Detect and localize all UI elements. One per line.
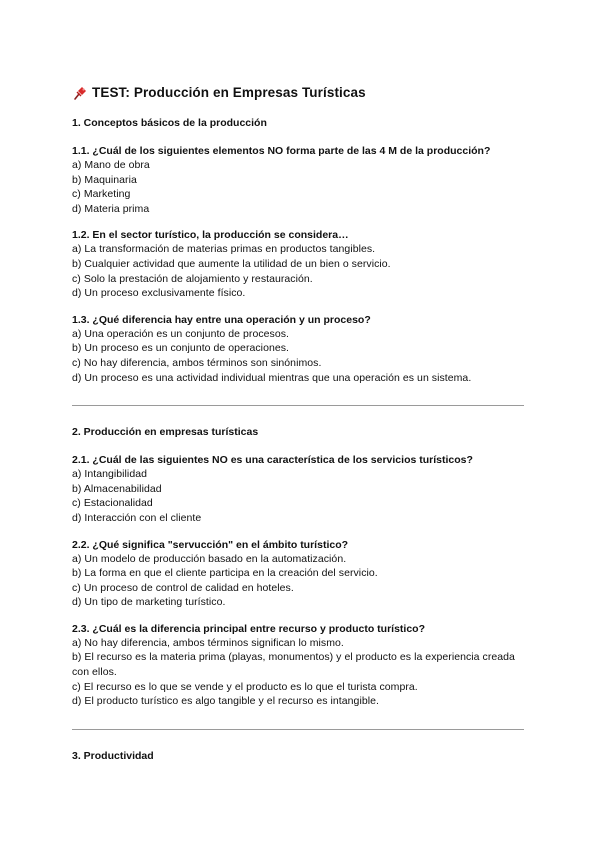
section-heading: 2. Producción en empresas turísticas (72, 426, 259, 439)
divider-wrap-1 (72, 385, 528, 425)
option-d: d) El producto turístico es algo tangible y el recurso es intangible. (72, 695, 379, 708)
title-text: TEST: Producción en Empresas Turísticas (92, 85, 366, 100)
option-c: c) Marketing (72, 188, 131, 201)
question-text: 1.1. ¿Cuál de los siguientes elementos NO forma parte de las 4 M de la producción? (72, 145, 491, 157)
document-page (72, 82, 528, 763)
option-c: c) Solo la prestación de alojamiento y restauración. (72, 272, 313, 285)
question-text: 2.3. ¿Cuál es la diferencia principal entre recurso y producto turístico? (72, 622, 426, 635)
option-a: a) Mano de obra (72, 159, 150, 171)
option-c: c) Un proceso de control de calidad en hoteles. (72, 581, 294, 594)
pushpin-icon (72, 85, 88, 101)
section-1 (72, 116, 528, 385)
question-text: 1.3. ¿Qué diferencia hay entre una operación y un proceso? (72, 313, 371, 326)
option-b: b) Un proceso es un conjunto de operaciones. (72, 342, 290, 355)
option-a: a) Una operación es un conjunto de procesos. (72, 327, 290, 340)
option-c: c) No hay diferencia, ambos términos son sinónimos. (72, 356, 322, 369)
option-b: b) Cualquier actividad que aumente la utilidad de un bien o servicio. (72, 257, 391, 270)
question-2-3 (72, 622, 528, 709)
option-b: b) El recurso es la materia prima (playas, monumentos) y el producto es la experiencia creada con ellos. (72, 651, 515, 679)
section-2 (72, 425, 528, 709)
option-d: d) Materia prima (72, 202, 150, 215)
section-heading: 1. Conceptos básicos de la producción (72, 117, 267, 129)
section-3 (72, 749, 528, 763)
option-b: b) Almacenabilidad (72, 482, 162, 495)
divider-wrap-2 (72, 709, 528, 749)
option-b: b) Maquinaria (72, 173, 137, 186)
option-c: c) Estacionalidad (72, 497, 153, 510)
option-a: a) Un modelo de producción basado en la automatización. (72, 552, 347, 565)
option-a: a) No hay diferencia, ambos términos significan lo mismo. (72, 636, 344, 649)
question-text: 2.2. ¿Qué significa "servucción" en el ámbito turístico? (72, 538, 349, 551)
section-heading: 3. Productividad (72, 749, 154, 762)
divider (72, 405, 524, 406)
option-d: d) Interacción con el cliente (72, 511, 202, 524)
question-2-2 (72, 538, 528, 610)
question-text: 2.1. ¿Cuál de las siguientes NO es una característica de los servicios turísticos? (72, 454, 473, 467)
option-d: d) Un proceso es una actividad individual mientras que una operación es un sistema. (72, 371, 472, 384)
option-d: d) Un proceso exclusivamente físico. (72, 287, 246, 300)
question-1-2 (72, 228, 528, 300)
question-1-1 (72, 144, 528, 216)
divider (72, 729, 524, 730)
option-a: a) Intangibilidad (72, 468, 147, 481)
question-text: 1.2. En el sector turístico, la producción se considera… (72, 229, 349, 242)
option-d: d) Un tipo de marketing turístico. (72, 596, 226, 609)
option-b: b) La forma en que el cliente participa en la creación del servicio. (72, 567, 378, 580)
option-c: c) El recurso es lo que se vende y el producto es lo que el turista compra. (72, 680, 418, 693)
document-title (72, 82, 528, 104)
option-a: a) La transformación de materias primas en productos tangibles. (72, 243, 376, 256)
question-1-3 (72, 313, 528, 385)
question-2-1 (72, 453, 528, 525)
